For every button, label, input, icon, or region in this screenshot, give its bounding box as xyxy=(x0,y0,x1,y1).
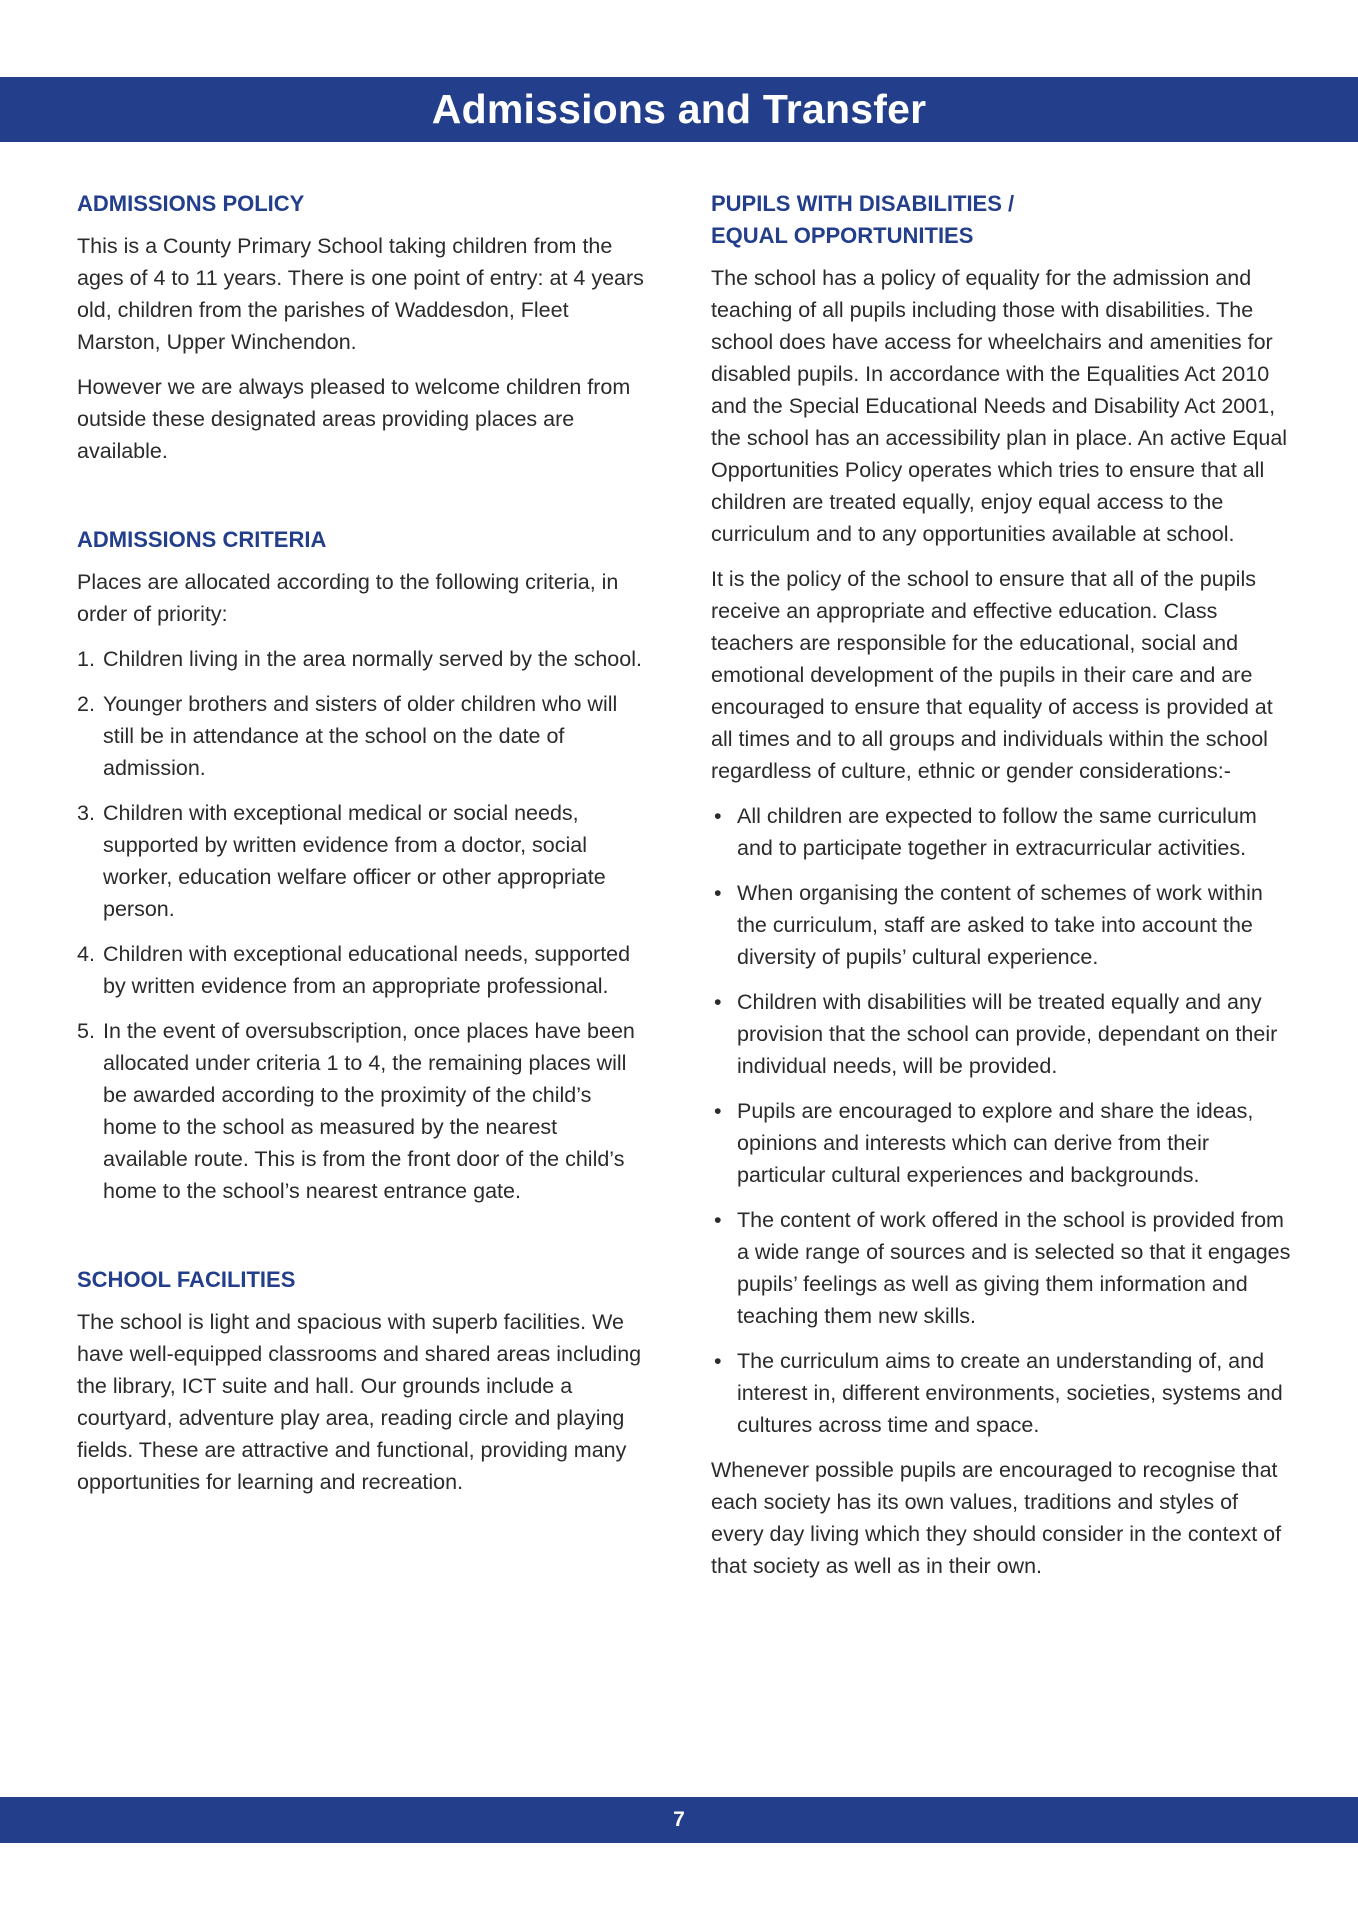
bullet-item xyxy=(711,800,1291,864)
criteria-item xyxy=(77,643,647,675)
header-band xyxy=(0,77,1358,142)
criteria-list xyxy=(77,643,647,1207)
criteria-number: 1. xyxy=(77,647,95,671)
bullet-text: The curriculum aims to create an understanding of, and interest in, different environments, societies, systems and cultures across time and space. xyxy=(737,1349,1283,1437)
bullet-dot-icon: • xyxy=(714,990,722,1014)
bullet-item xyxy=(711,1345,1291,1441)
page-title: Admissions and Transfer xyxy=(431,86,927,132)
criteria-item xyxy=(77,797,647,925)
bullet-list xyxy=(711,800,1291,1441)
criteria-text: Children with exceptional educational needs, supported by written evidence from an appropriate professional. xyxy=(103,942,631,998)
section-spacer xyxy=(77,1220,647,1264)
bullet-item xyxy=(711,877,1291,973)
disabilities-heading-line2: EQUAL OPPORTUNITIES xyxy=(711,223,974,248)
bullet-dot-icon: • xyxy=(714,804,722,828)
admissions-criteria-heading: ADMISSIONS CRITERIA xyxy=(77,527,327,552)
criteria-number: 2. xyxy=(77,692,95,716)
bullet-text: All children are expected to follow the same curriculum and to participate together in extracurricular activities. xyxy=(737,804,1257,860)
closing-paragraph: Whenever possible pupils are encouraged to recognise that each society has its own values, traditions and styles of every day living which they should consider in the context of that society as well as in their own. xyxy=(711,1458,1282,1578)
criteria-item xyxy=(77,688,647,784)
bullet-text: The content of work offered in the school is provided from a wide range of sources and is selected so that it engages pupils’ feelings as well as giving them information and teaching them new skills. xyxy=(737,1208,1291,1328)
admissions-policy-paragraph: This is a County Primary School taking children from the ages of 4 to 11 years. There is one point of entry: at 4 years old, children from the parishes of Waddesdon, Fleet Marston, Upper Winchendon. xyxy=(77,234,644,354)
criteria-item xyxy=(77,1015,647,1207)
criteria-text: Younger brothers and sisters of older children who will still be in attendance at the school on the date of admission. xyxy=(103,692,618,780)
section-spacer xyxy=(77,480,647,524)
disabilities-paragraph: The school has a policy of equality for the admission and teaching of all pupils including those with disabilities. The school does have access for wheelchairs and amenities for disabled pupils. In accordance with the Equalities Act 2010 and the Special Educational Needs and Disability Act 2001, the school has an accessibility plan in place. An active Equal Opportunities Policy operates which tries to ensure that all children are treated equally, enjoy equal access to the curriculum and to any opportunities available at school. xyxy=(711,266,1288,546)
admissions-policy-heading: ADMISSIONS POLICY xyxy=(77,191,305,216)
criteria-number: 5. xyxy=(77,1019,95,1043)
criteria-text: Children living in the area normally served by the school. xyxy=(103,647,642,671)
criteria-text: Children with exceptional medical or social needs, supported by written evidence from a doctor, social worker, education welfare officer or other appropriate person. xyxy=(103,801,606,921)
bullet-text: Pupils are encouraged to explore and share the ideas, opinions and interests which can derive from their particular cultural experiences and backgrounds. xyxy=(737,1099,1254,1187)
bullet-dot-icon: • xyxy=(714,881,722,905)
bullet-text: When organising the content of schemes of work within the curriculum, staff are asked to take into account the diversity of pupils’ cultural experience. xyxy=(737,881,1263,969)
criteria-text: In the event of oversubscription, once places have been allocated under criteria 1 to 4, the remaining places will be awarded according to the proximity of the child’s home to the school as measured by the nearest available route. This is from the front door of the child’s home to the school’s nearest entrance gate. xyxy=(103,1019,635,1203)
bullet-dot-icon: • xyxy=(714,1208,722,1232)
admissions-criteria-intro: Places are allocated according to the following criteria, in order of priority: xyxy=(77,570,619,626)
criteria-number: 3. xyxy=(77,801,95,825)
criteria-item xyxy=(77,938,647,1002)
admissions-policy-paragraph: However we are always pleased to welcome children from outside these designated areas providing places are available. xyxy=(77,375,631,463)
right-column xyxy=(711,188,1291,1595)
bullet-text: Children with disabilities will be treated equally and any provision that the school can provide, dependant on their individual needs, will be provided. xyxy=(737,990,1278,1078)
page-number: 7 xyxy=(673,1808,685,1831)
disabilities-paragraph: It is the policy of the school to ensure that all of the pupils receive an appropriate and effective education. Class teachers are responsible for the educational, social and emotional development of the pupils in their care and are encouraged to ensure that equality of access is provided at all times and to all groups and individuals within the school regardless of culture, ethnic or gender considerations:- xyxy=(711,567,1273,783)
bullet-item xyxy=(711,1095,1291,1191)
school-facilities-heading: SCHOOL FACILITIES xyxy=(77,1267,296,1292)
left-column xyxy=(77,188,647,1511)
disabilities-heading-line1: PUPILS WITH DISABILITIES / xyxy=(711,191,1015,216)
bullet-dot-icon: • xyxy=(714,1099,722,1123)
school-facilities-paragraph: The school is light and spacious with superb facilities. We have well-equipped classrooms and shared areas including the library, ICT suite and hall. Our grounds include a courtyard, adventure play area, reading circle and playing fields. These are attractive and functional, providing many opportunities for learning and recreation. xyxy=(77,1310,642,1494)
bullet-item xyxy=(711,986,1291,1082)
criteria-number: 4. xyxy=(77,942,95,966)
disabilities-heading xyxy=(711,188,1291,252)
footer-band xyxy=(0,1797,1358,1843)
bullet-item xyxy=(711,1204,1291,1332)
bullet-dot-icon: • xyxy=(714,1349,722,1373)
